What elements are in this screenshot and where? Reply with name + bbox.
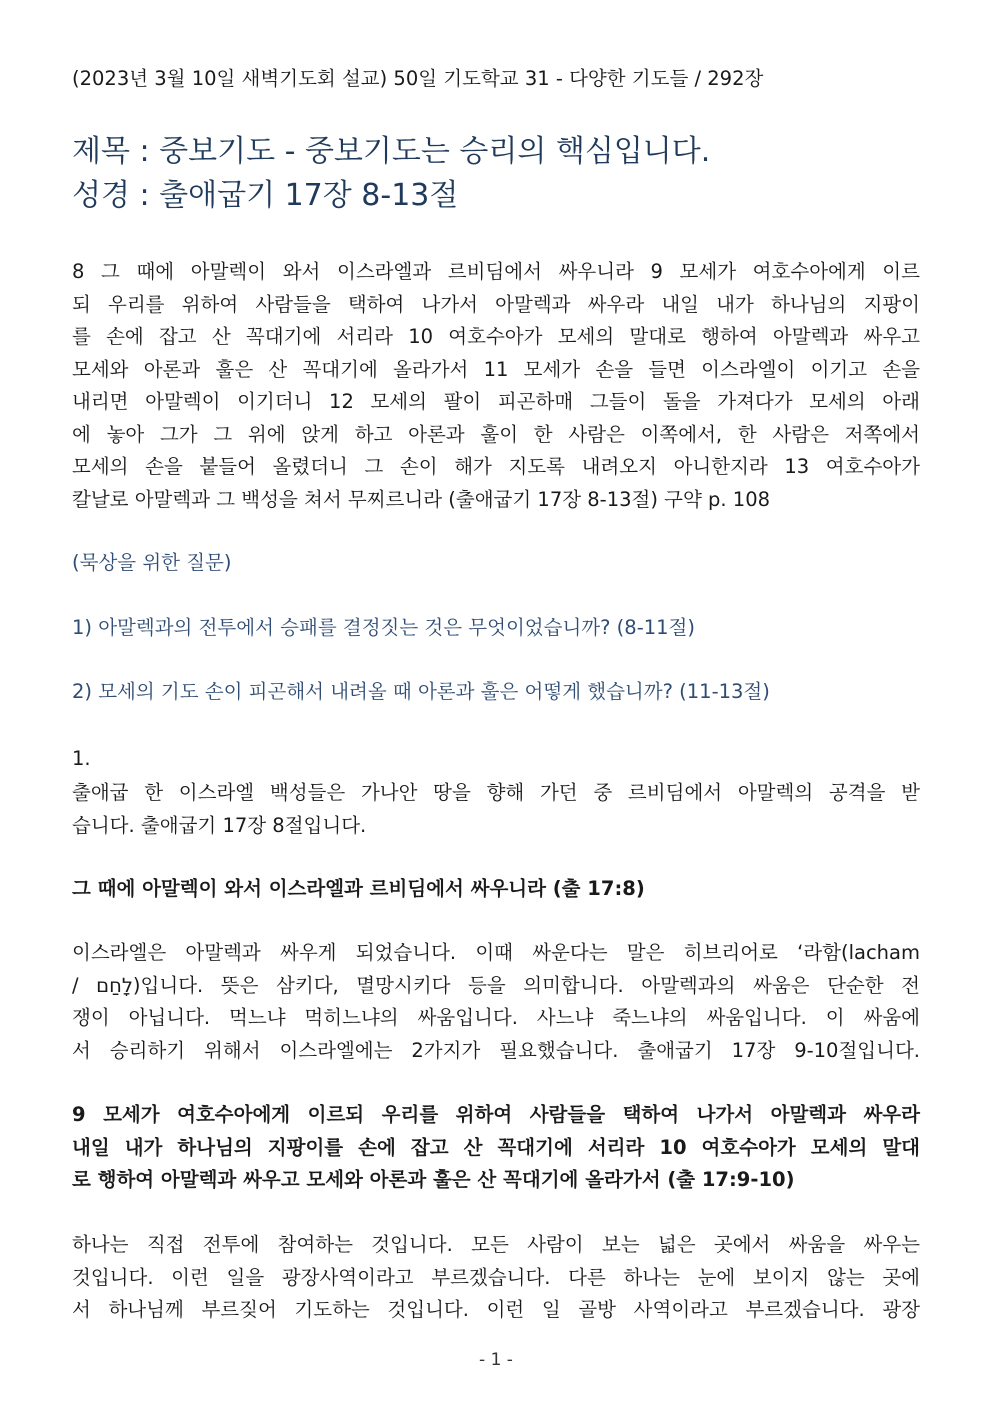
paragraph-1 bbox=[72, 777, 920, 842]
scripture-line: 모세와 아론과 훌은 산 꼭대기에 올라가서 11 모세가 손을 들면 이스라엘이 이기고 손을 bbox=[72, 357, 920, 381]
verse-quote-9-10 bbox=[72, 1099, 920, 1197]
sermon-header: (2023년 3월 10일 새벽기도회 설교) 50일 기도학교 31 - 다양한 기도들 / 292장 bbox=[72, 67, 764, 90]
verse-line: 로 행하여 아말렉과 싸우고 모세와 아론과 훌은 산 꼭대기에 올라가서 (출 17:9-10) bbox=[72, 1168, 795, 1191]
scripture-line: 를 손에 잡고 산 꼭대기에 서리라 10 여호수아가 모세의 말대로 행하여 아말렉과 싸우고 bbox=[72, 325, 920, 348]
scripture-line: 되 우리를 위하여 사람들을 택하여 나가서 아말렉과 싸우라 내일 내가 하나님의 지팡이 bbox=[72, 292, 920, 316]
paragraph-line: 출애굽 한 이스라엘 백성들은 가나안 땅을 향해 가던 중 르비딤에서 아말렉의 공격을 받 bbox=[72, 781, 920, 804]
scripture-reference: 성경 : 출애굽기 17장 8-13절 bbox=[72, 178, 459, 213]
meditation-question-1: 1) 아말렉과의 전투에서 승패를 결정짓는 것은 무엇이었습니까? (8-11절) bbox=[72, 616, 695, 639]
paragraph-line: 쟁이 아닙니다. 먹느냐 먹히느냐의 싸움입니다. 사느냐 죽느냐의 싸움입니다. 이 싸움에 bbox=[72, 1006, 920, 1029]
paragraph-line: / לָחַם)입니다. 뜻은 삼키다, 멸망시키다 등을 의미합니다. 아말렉과의 싸움은 단순한 전 bbox=[72, 973, 920, 997]
meditation-question-2: 2) 모세의 기도 손이 피곤해서 내려올 때 아론과 훌은 어떻게 했습니까? (11-13절) bbox=[72, 680, 770, 703]
paragraph-line: 습니다. 출애굽기 17장 8절입니다. bbox=[72, 813, 367, 837]
verse-quote-8: 그 때에 아말렉이 와서 이스라엘과 르비딤에서 싸우니라 (출 17:8) bbox=[72, 877, 645, 900]
section-number: 1. bbox=[72, 747, 91, 770]
paragraph-line: 것입니다. 이런 일을 광장사역이라고 부르겠습니다. 다른 하나는 눈에 보이지 않는 곳에 bbox=[72, 1265, 920, 1289]
scripture-line: 8 그 때에 아말렉이 와서 이스라엘과 르비딤에서 싸우니라 9 모세가 여호수아에게 이르 bbox=[72, 260, 920, 283]
scripture-line: 칼날로 아말렉과 그 백성을 쳐서 무찌르니라 (출애굽기 17장 8-13절) 구약 p. 108 bbox=[72, 487, 771, 511]
paragraph-line: 이스라엘은 아말렉과 싸우게 되었습니다. 이때 싸운다는 말은 히브리어로 ‘라함(lacham bbox=[72, 941, 920, 964]
page-number: - 1 - bbox=[479, 1350, 513, 1370]
paragraph-3 bbox=[72, 1229, 920, 1327]
verse-line: 9 모세가 여호수아에게 이르되 우리를 위하여 사람들을 택하여 나가서 아말렉과 싸우라 bbox=[72, 1103, 920, 1126]
paragraph-line: 서 하나님께 부르짖어 기도하는 것입니다. 이런 일 골방 사역이라고 부르겠습니다. 광장 bbox=[72, 1298, 920, 1321]
scripture-line: 모세의 손을 붙들어 올렸더니 그 손이 해가 지도록 내려오지 아니한지라 13 여호수아가 bbox=[72, 455, 920, 478]
scripture-line: 에 놓아 그가 그 위에 앉게 하고 아론과 훌이 한 사람은 이쪽에서, 한 사람은 저쪽에서 bbox=[72, 422, 920, 446]
paragraph-line: 서 승리하기 위해서 이스라엘에는 2가지가 필요했습니다. 출애굽기 17장 9-10절입니다. bbox=[72, 1038, 920, 1062]
meditation-heading: (묵상을 위한 질문) bbox=[72, 551, 232, 574]
sermon-title: 제목 : 중보기도 - 중보기도는 승리의 핵심입니다. bbox=[72, 134, 711, 169]
paragraph-line: 하나는 직접 전투에 참여하는 것입니다. 모든 사람이 보는 넓은 곳에서 싸움을 싸우는 bbox=[72, 1233, 920, 1256]
scripture-text bbox=[72, 256, 920, 516]
verse-line: 내일 내가 하나님의 지팡이를 손에 잡고 산 꼭대기에 서리라 10 여호수아가 모세의 말대 bbox=[72, 1135, 920, 1159]
scripture-line: 내리면 아말렉이 이기더니 12 모세의 팔이 피곤하매 그들이 돌을 가져다가 모세의 아래 bbox=[72, 390, 920, 413]
paragraph-2 bbox=[72, 937, 920, 1067]
